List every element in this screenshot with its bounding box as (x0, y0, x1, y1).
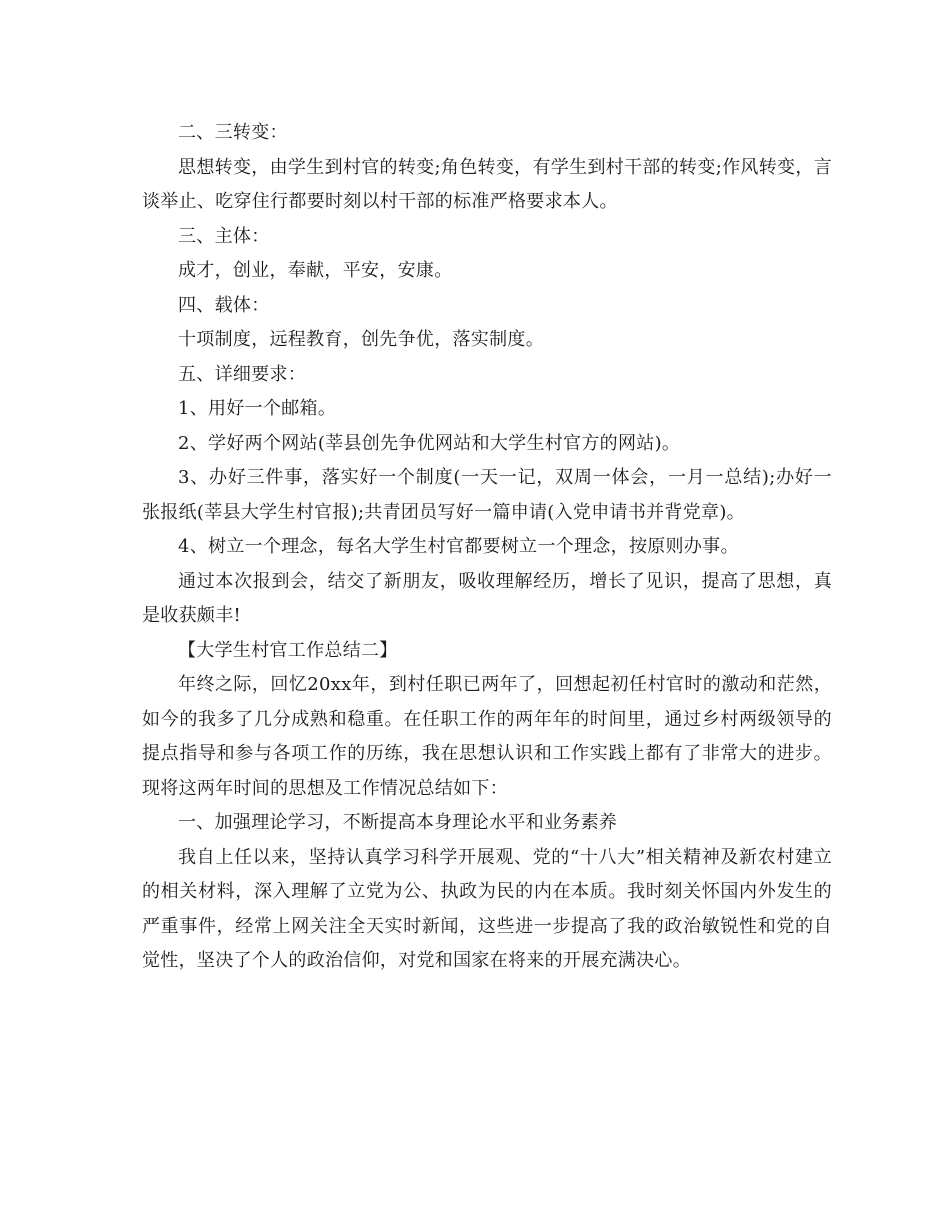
paragraph-carrier: 十项制度，远程教育，创先争优，落实制度。 (178, 329, 544, 350)
paragraph-conclusion: 通过本次报到会，结交了新朋友，吸收理解经历，增长了见识，提高了思想，真是收获颇丰! (142, 570, 832, 626)
paragraph-year-end-review: 年终之际，回忆20xx年，到村任职已两年了，回想起初任村官时的激动和茫然，如今的我多了几分成熟和稳重。在任职工作的两年年的时间里，通过乡村两级领导的提点指导和参与各项工作的历练，我在思想认识和工作实践上都有了非常大的进步。现将这两年时间的思想及工作情况总结如下： (142, 674, 832, 799)
document-body (142, 116, 832, 979)
section-heading-three-changes: 二、三转变： (178, 122, 288, 143)
paragraph-three-changes: 思想转变，由学生到村官的转变;角色转变，有学生到村干部的转变;作风转变，言谈举止、吃穿住行都要时刻以村干部的标准严格要求本人。 (142, 156, 832, 212)
requirement-item-4: 4、树立一个理念，每名大学生村官都要树立一个理念，按原则办事。 (178, 536, 739, 557)
section-heading-theory-study: 一、加强理论学习，不断提高本身理论水平和业务素养 (178, 812, 618, 833)
section-heading-subject: 三、主体： (178, 225, 270, 247)
requirement-item-3: 3、办好三件事，落实好一个制度(一天一记，双周一体会，一月一总结);办好一张报纸(莘县大学生村官报);共青团员写好一篇申请(入党申请书并背党章)。 (142, 467, 832, 523)
section-heading-requirements: 五、详细要求： (178, 363, 307, 385)
requirement-item-2: 2、学好两个网站(莘县创先争优网站和大学生村官方的网站)。 (178, 432, 681, 454)
paragraph-subject: 成才，创业，奉献，平安，安康。 (178, 260, 453, 281)
section-title-summary-two: 【大学生村官工作总结二】 (178, 639, 398, 661)
section-heading-carrier: 四、载体： (178, 294, 270, 316)
paragraph-theory-study: 我自上任以来，坚持认真学习科学开展观、党的“十八大”相关精神及新农村建立的相关材料，深入理解了立党为公、执政为民的内在本质。我时刻关怀国内外发生的严重事件，经常上网关注全天实时新闻，这些进一步提高了我的政治敏锐性和党的自觉性，坚决了个人的政治信仰，对党和国家在将来的开展充满决心。 (142, 846, 832, 971)
requirement-item-1: 1、用好一个邮箱。 (178, 398, 337, 419)
